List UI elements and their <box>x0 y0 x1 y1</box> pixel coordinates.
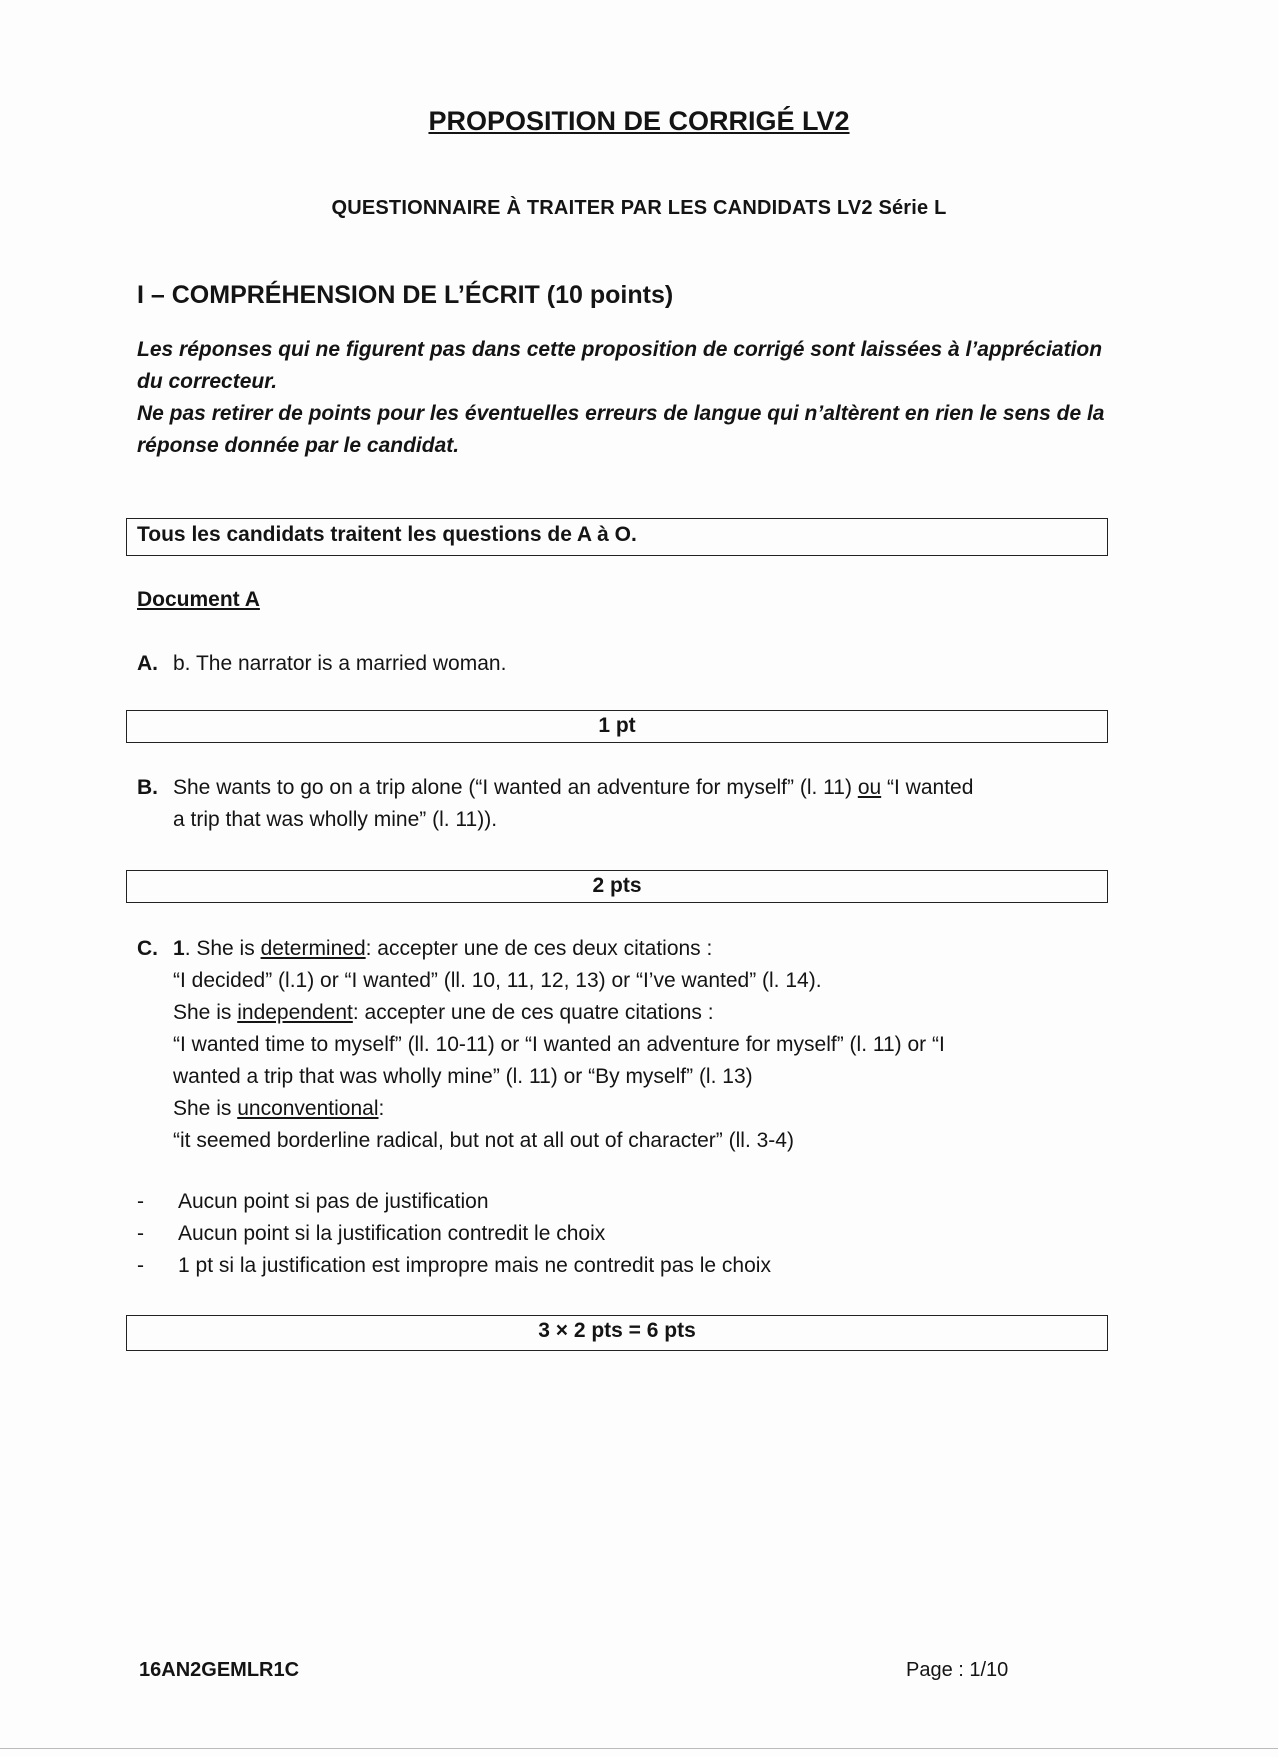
instruction-paragraph: Ne pas retirer de points pour les éventuelles erreurs de langue qui n’altèrent en rien le sens de la réponse donnée par le candidat. <box>137 402 1105 457</box>
answer-c <box>137 933 1107 1157</box>
list-item <box>137 1250 771 1282</box>
bullet-marker: - <box>137 1190 144 1213</box>
answer-a <box>137 648 1107 680</box>
quote-line: “I wanted time to myself” (ll. 10-11) or “I wanted an adventure for myself” (l. 11) or “I <box>173 1033 945 1056</box>
document-code: 16AN2GEMLR1C <box>139 1659 300 1681</box>
quote-line: “I decided” (l.1) or “I wanted” (ll. 10, 11, 12, 13) or “I’ve wanted” (l. 14). <box>173 969 822 992</box>
trait-determined: determined <box>260 937 366 960</box>
answer-text: : <box>378 1097 385 1120</box>
section-heading: I – COMPRÉHENSION DE L’ÉCRIT (10 points) <box>137 281 674 309</box>
all-questions-box: Tous les candidats traitent les questions de A à O. <box>126 518 1108 556</box>
list-item <box>137 1186 771 1218</box>
bullet-text: 1 pt si la justification est impropre mais ne contredit pas le choix <box>178 1254 771 1277</box>
trait-line <box>137 1093 1107 1125</box>
answer-text: : accepter une de ces quatre citations : <box>352 1001 714 1024</box>
connector-word: ou <box>857 776 882 799</box>
scoring-bullets <box>137 1186 771 1282</box>
answer-letter: C. <box>137 937 158 960</box>
trait-line <box>137 997 1107 1029</box>
bullet-text: Aucun point si la justification contredit le choix <box>178 1222 606 1245</box>
page-subtitle: QUESTIONNAIRE À TRAITER PAR LES CANDIDATS LV2 Série L <box>331 197 947 219</box>
item-number: 1 <box>173 937 185 960</box>
trait-independent: independent <box>237 1001 353 1024</box>
page-title: PROPOSITION DE CORRIGÉ LV2 <box>428 106 850 136</box>
answer-text: : accepter une de ces deux citations : <box>365 937 713 960</box>
points-box: 1 pt <box>126 710 1108 743</box>
grading-instructions <box>137 334 1107 462</box>
answer-text: She is <box>173 1001 232 1024</box>
document-label: Document A <box>137 588 260 611</box>
list-item <box>137 1218 771 1250</box>
bullet-marker: - <box>137 1254 144 1277</box>
bullet-marker: - <box>137 1222 144 1245</box>
scan-edge-line <box>0 1748 1278 1749</box>
quote-line: “it seemed borderline radical, but not at all out of character” (ll. 3-4) <box>173 1129 794 1152</box>
answer-b <box>137 772 1107 836</box>
answer-letter: A. <box>137 652 158 675</box>
points-box: 2 pts <box>126 870 1108 903</box>
trait-unconventional: unconventional <box>237 1097 379 1120</box>
answer-text: b. The narrator is a married woman. <box>173 652 507 675</box>
answer-text: She wants to go on a trip alone (“I wanted an adventure for myself” (l. 11) <box>173 776 852 799</box>
points-box: 3 × 2 pts = 6 pts <box>126 1315 1108 1351</box>
answer-text: . She is <box>184 937 255 960</box>
answer-text: She is <box>173 1097 232 1120</box>
answer-text: a trip that was wholly mine” (l. 11)). <box>173 808 498 831</box>
quote-line: wanted a trip that was wholly mine” (l. 11) or “By myself” (l. 13) <box>173 1065 753 1088</box>
answer-letter: B. <box>137 776 158 799</box>
page-number: Page : 1/10 <box>906 1659 1009 1681</box>
instruction-paragraph: Les réponses qui ne figurent pas dans cette proposition de corrigé sont laissées à l’appréciation du correcteur. <box>137 338 1103 393</box>
answer-text: “I wanted <box>887 776 974 799</box>
bullet-text: Aucun point si pas de justification <box>178 1190 489 1213</box>
